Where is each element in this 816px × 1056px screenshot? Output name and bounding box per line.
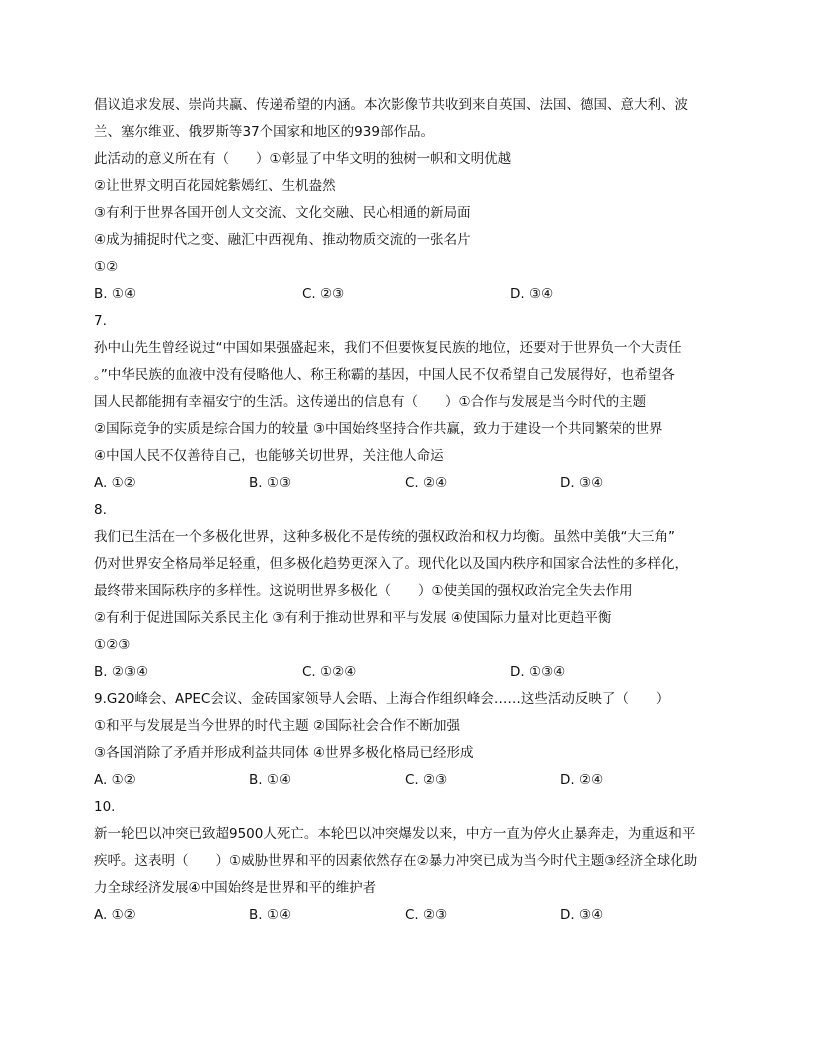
q9-stem: 9.G20峰会、APEC会议、金砖国家领导人会晤、上海合作组织峰会……这些活动反映了（ ）: [94, 691, 670, 707]
q7-option-b: B. ①③: [249, 475, 292, 491]
q6-passage-line-1: 倡议追求发展、崇尚共赢、传递希望的内涵。本次影像节共收到来自英国、法国、德国、意大利、波: [94, 97, 688, 113]
q8-statement-line-4: ②有利于促进国际关系民主化 ③有利于推动世界和平与发展 ④使国际力量对比更趋平衡: [94, 610, 612, 626]
q7-option-d: D. ③④: [560, 475, 604, 491]
q6-statement-4: ④成为捕捉时代之变、融汇中西视角、推动物质交流的一张名片: [94, 232, 471, 248]
q10-option-a: A. ①②: [94, 907, 136, 923]
q8-option-d: D. ①③④: [510, 664, 566, 680]
q6-option-b: B. ①④: [94, 286, 137, 302]
q8-option-a: ①②③: [94, 637, 131, 653]
q6-passage-line-2: 兰、塞尔维亚、俄罗斯等37个国家和地区的939部作品。: [94, 124, 434, 140]
q8-option-c: C. ①②④: [302, 664, 357, 680]
q9-option-b: B. ①④: [249, 772, 292, 788]
q10-option-c: C. ②③: [405, 907, 448, 923]
q8-option-b: B. ②③④: [94, 664, 149, 680]
q10-passage-line-1: 新一轮巴以冲突已致超9500人死亡。本轮巴以冲突爆发以来，中方一直为停火止暴奔走，为重返和平: [94, 826, 696, 842]
q7-statement-line-5: ④中国人民不仅善待自己，也能够关切世界，关注他人命运: [94, 448, 444, 464]
q10-number: 10.: [94, 799, 116, 815]
q10-option-b: B. ①④: [249, 907, 292, 923]
q6-statement-2: ②让世界文明百花园姹紫嫣红、生机盎然: [94, 178, 336, 194]
q6-option-d: D. ③④: [510, 286, 554, 302]
q7-number: 7.: [94, 313, 107, 329]
q7-passage-line-1: 孙中山先生曾经说过“中国如果强盛起来，我们不但要恢复民族的地位，还要对于世界负一个大责任: [94, 340, 682, 356]
q9-option-d: D. ②④: [560, 772, 604, 788]
q6-stem: 此活动的意义所在有（ ）①彰显了中华文明的独树一帜和文明优越: [94, 151, 512, 167]
q10-option-d: D. ③④: [560, 907, 604, 923]
q9-option-a: A. ①②: [94, 772, 136, 788]
q6-option-a: ①②: [94, 259, 119, 275]
q8-passage-line-1: 我们已生活在一个多极化世界，这种多极化不是传统的强权政治和权力均衡。虽然中美俄“大三角”: [94, 529, 675, 545]
q9-statement-line-1: ①和平与发展是当今世界的时代主题 ②国际社会合作不断加强: [94, 718, 460, 734]
q7-option-c: C. ②④: [405, 475, 448, 491]
q8-passage-line-3: 最终带来国际秩序的多样性。这说明世界多极化（ ）①使美国的强权政治完全失去作用: [94, 583, 633, 599]
q6-option-c: C. ②③: [302, 286, 345, 302]
q8-number: 8.: [94, 502, 107, 518]
q10-passage-line-3: 力全球经济发展④中国始终是世界和平的维护者: [94, 880, 377, 896]
q9-statement-line-2: ③各国消除了矛盾并形成利益共同体 ④世界多极化格局已经形成: [94, 745, 474, 761]
q10-passage-line-2: 疾呼。这表明（ ）①威胁世界和平的因素依然存在②暴力冲突已成为当今时代主题③经济全球化助: [94, 853, 698, 869]
q6-statement-3: ③有利于世界各国开创人文交流、文化交融、民心相通的新局面: [94, 205, 471, 221]
q7-option-a: A. ①②: [94, 475, 136, 491]
q7-passage-line-2: 。”中华民族的血液中没有侵略他人、称王称霸的基因，中国人民不仅希望自己发展得好，也希望各: [94, 367, 675, 383]
q7-statement-line-4: ②国际竞争的实质是综合国力的较量 ③中国始终坚持合作共赢，致力于建设一个共同繁荣的世界: [94, 421, 663, 437]
q9-option-c: C. ②③: [405, 772, 448, 788]
q7-passage-line-3: 国人民都能拥有幸福安宁的生活。这传递出的信息有（ ）①合作与发展是当今时代的主题: [94, 394, 647, 410]
q8-passage-line-2: 仍对世界安全格局举足轻重，但多极化趋势更深入了。现代化以及国内秩序和国家合法性的多样化，: [94, 556, 688, 572]
